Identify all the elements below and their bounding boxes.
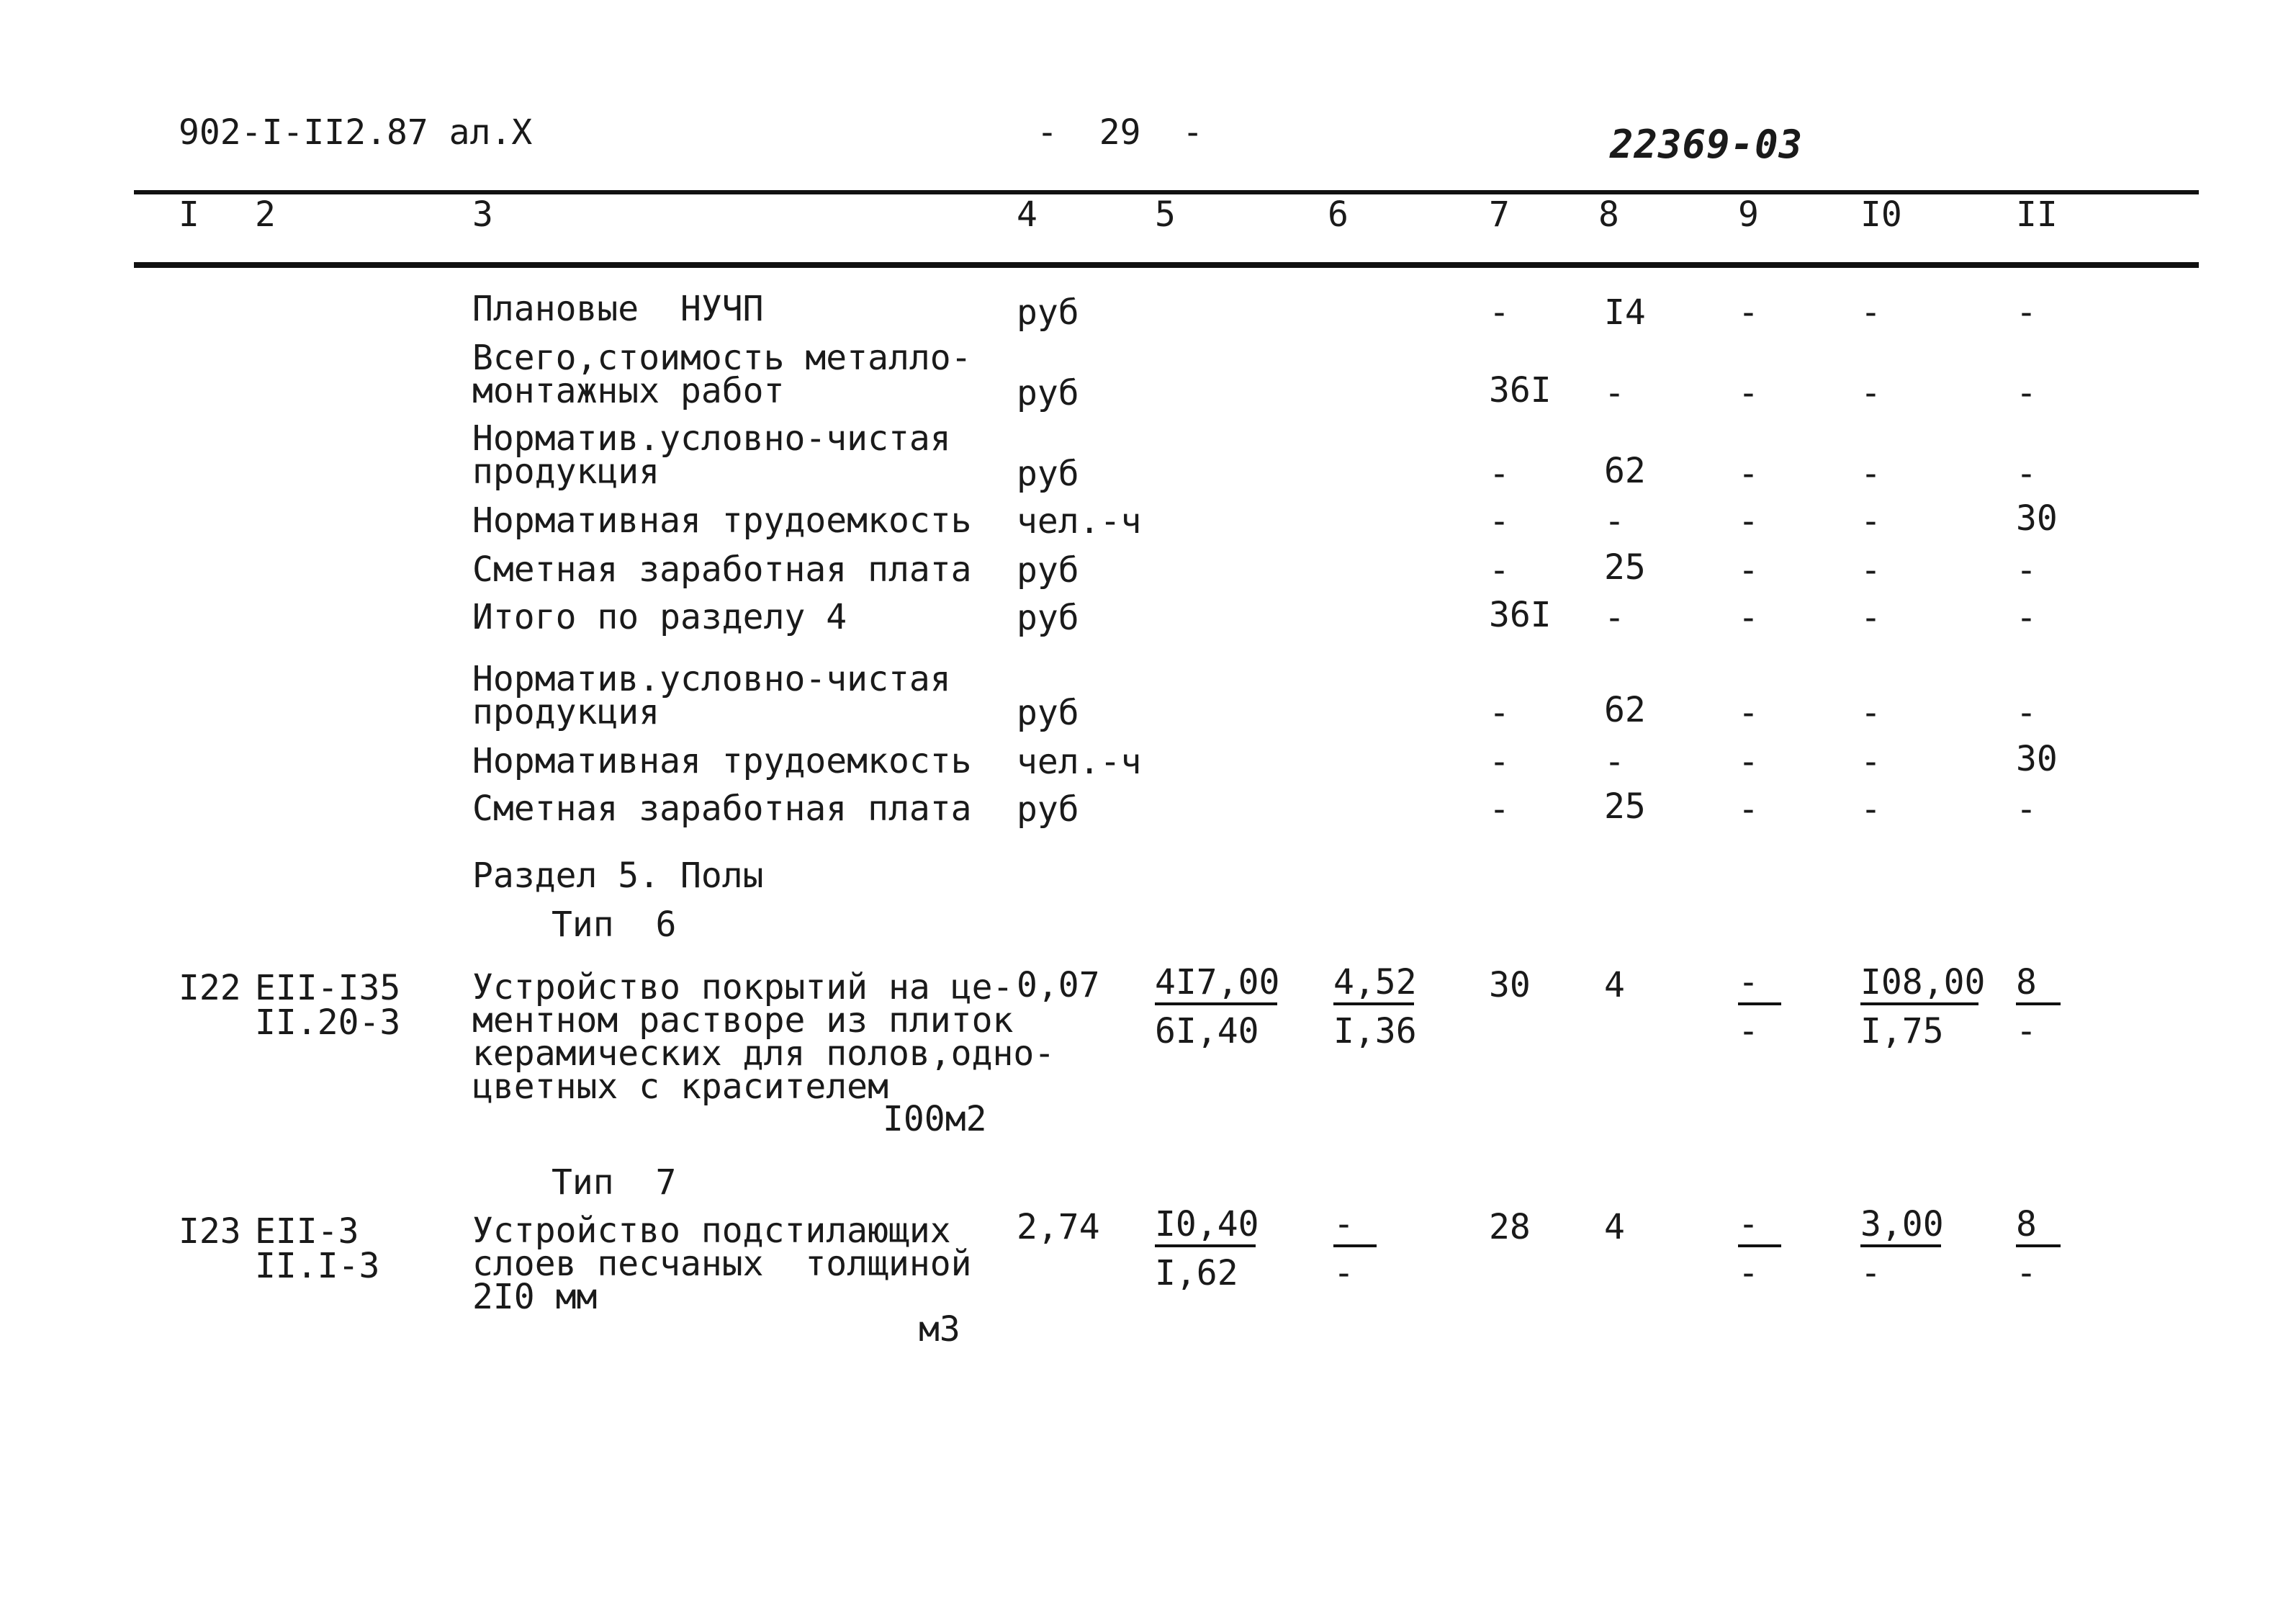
row-unit: руб: [1017, 693, 1079, 733]
row-description: Нормативная трудоемкость: [472, 500, 972, 541]
row-description: Итого по разделу 4: [472, 597, 847, 637]
row-unit: чел.-ч: [1017, 501, 1142, 542]
row-col9: -: [1738, 693, 1759, 733]
type-6-label: Тип 6: [552, 904, 677, 945]
column-header: 8: [1598, 194, 1619, 235]
item-code-line2: II.20-3: [255, 1002, 401, 1043]
row-col11: -: [2016, 693, 2037, 733]
item-unit-measure: м3: [919, 1309, 960, 1350]
row-col11: 30: [2016, 498, 2058, 539]
row-col7: -: [1489, 292, 1510, 333]
row-col9: -: [1738, 789, 1759, 830]
col11-denominator: -: [2016, 1253, 2037, 1293]
row-unit: руб: [1017, 373, 1079, 413]
col9-numerator: -: [1738, 962, 1759, 1002]
item-col7: 28: [1489, 1207, 1531, 1247]
row-description: Всего,стоимость металло- монтажных работ: [472, 338, 972, 411]
col5-numerator: 4I7,00: [1155, 962, 1280, 1002]
column-header: 4: [1017, 194, 1037, 235]
row-col8: -: [1604, 373, 1625, 413]
row-col8: 62: [1604, 451, 1646, 491]
col9-numerator: -: [1738, 1204, 1759, 1244]
row-col10: -: [1860, 693, 1881, 733]
row-unit: руб: [1017, 598, 1079, 638]
row-col8: -: [1604, 598, 1625, 638]
row-description: Норматив.условно-чистая продукция: [472, 659, 951, 732]
row-col10: -: [1860, 501, 1881, 542]
row-col10: -: [1860, 454, 1881, 494]
row-col11: -: [2016, 789, 2037, 830]
row-col11: -: [2016, 454, 2037, 494]
col10-numerator: I08,00: [1860, 962, 1986, 1002]
row-col7: -: [1489, 742, 1510, 782]
row-unit: руб: [1017, 292, 1079, 333]
fraction-bar: [2016, 1002, 2061, 1005]
row-unit: руб: [1017, 454, 1079, 494]
fraction-bar: [1860, 1244, 1941, 1247]
row-col9: -: [1738, 742, 1759, 782]
item-quantity: 2,74: [1017, 1207, 1100, 1247]
fraction-bar: [1333, 1002, 1414, 1005]
column-header: II: [2016, 194, 2058, 235]
item-code-line2: II.I-3: [255, 1246, 380, 1286]
col5-denominator: I,62: [1155, 1253, 1238, 1293]
document-code: 902-I-II2.87 ал.X: [179, 112, 533, 153]
col11-denominator: -: [2016, 1011, 2037, 1051]
row-col9: -: [1738, 454, 1759, 494]
row-col10: -: [1860, 292, 1881, 333]
col5-denominator: 6I,40: [1155, 1011, 1259, 1051]
item-code-line1: EII-I35: [255, 968, 401, 1008]
row-description: Норматив.условно-чистая продукция: [472, 418, 951, 492]
row-description: Сметная заработная плата: [472, 789, 972, 829]
item-description: Устройство покрытий на це- ментном растворе из плиток керамических для полов,одно- цветных с красителем: [472, 967, 1055, 1107]
page-number: - 29 -: [1037, 112, 1204, 153]
section-title: Раздел 5. Полы: [472, 856, 764, 896]
col11-numerator: 8: [2016, 962, 2037, 1002]
row-col7: -: [1489, 501, 1510, 542]
row-description: Плановые НУЧП: [472, 289, 764, 329]
col11-numerator: 8: [2016, 1204, 2037, 1244]
row-col11: -: [2016, 550, 2037, 591]
row-col7: -: [1489, 693, 1510, 733]
column-header: 6: [1328, 194, 1349, 235]
row-col7: -: [1489, 550, 1510, 591]
item-number: I23: [179, 1211, 241, 1252]
row-col8: -: [1604, 742, 1625, 782]
header-bottom-rule: [134, 262, 2199, 268]
column-header: 5: [1155, 194, 1176, 235]
fraction-bar: [1860, 1002, 1978, 1005]
row-col7: 36I: [1489, 370, 1552, 410]
fraction-bar: [1738, 1244, 1781, 1247]
item-col8: 4: [1604, 965, 1625, 1005]
col6-denominator: -: [1333, 1253, 1354, 1293]
row-col7: -: [1489, 454, 1510, 494]
item-col8: 4: [1604, 1207, 1625, 1247]
row-col8: 62: [1604, 690, 1646, 730]
col9-denominator: -: [1738, 1253, 1759, 1293]
row-col11: -: [2016, 598, 2037, 638]
col6-numerator: -: [1333, 1204, 1354, 1244]
col9-denominator: -: [1738, 1011, 1759, 1051]
column-header: I0: [1860, 194, 1902, 235]
column-header: 9: [1738, 194, 1759, 235]
column-header: 3: [472, 194, 493, 235]
row-col11: -: [2016, 292, 2037, 333]
item-code-line1: EII-3: [255, 1211, 359, 1252]
row-col7: -: [1489, 789, 1510, 830]
column-header: 2: [255, 194, 276, 235]
row-col11: -: [2016, 373, 2037, 413]
fraction-bar: [1333, 1244, 1377, 1247]
column-header: I: [179, 194, 199, 235]
row-unit: чел.-ч: [1017, 742, 1142, 782]
col5-numerator: I0,40: [1155, 1204, 1259, 1244]
row-col9: -: [1738, 373, 1759, 413]
row-col9: -: [1738, 598, 1759, 638]
item-col7: 30: [1489, 965, 1531, 1005]
row-col8: 25: [1604, 786, 1646, 827]
item-quantity: 0,07: [1017, 965, 1100, 1005]
fraction-bar: [1155, 1244, 1256, 1247]
row-col10: -: [1860, 742, 1881, 782]
col6-numerator: 4,52: [1333, 962, 1417, 1002]
col10-denominator: I,75: [1860, 1011, 1944, 1051]
row-col8: 25: [1604, 547, 1646, 588]
item-description: Устройство подстилающих слоев песчаных толщиной 2I0 мм: [472, 1211, 972, 1317]
row-unit: руб: [1017, 789, 1079, 830]
item-unit-measure: I00м2: [883, 1099, 987, 1139]
item-number: I22: [179, 968, 241, 1008]
document-number: 22369-03: [1610, 122, 1804, 167]
row-description: Нормативная трудоемкость: [472, 741, 972, 781]
type-7-label: Тип 7: [552, 1162, 677, 1203]
row-col10: -: [1860, 598, 1881, 638]
row-col11: 30: [2016, 739, 2058, 779]
row-col7: 36I: [1489, 595, 1552, 635]
fraction-bar: [1738, 1002, 1781, 1005]
row-col10: -: [1860, 550, 1881, 591]
row-col10: -: [1860, 373, 1881, 413]
fraction-bar: [1155, 1002, 1277, 1005]
row-description: Сметная заработная плата: [472, 549, 972, 590]
col10-denominator: -: [1860, 1253, 1881, 1293]
row-col8: -: [1604, 501, 1625, 542]
column-header: 7: [1489, 194, 1510, 235]
row-col9: -: [1738, 550, 1759, 591]
col6-denominator: I,36: [1333, 1011, 1417, 1051]
col10-numerator: 3,00: [1860, 1204, 1944, 1244]
row-col9: -: [1738, 292, 1759, 333]
row-col8: I4: [1604, 292, 1646, 333]
row-col10: -: [1860, 789, 1881, 830]
row-col9: -: [1738, 501, 1759, 542]
fraction-bar: [2016, 1244, 2061, 1247]
row-unit: руб: [1017, 550, 1079, 591]
